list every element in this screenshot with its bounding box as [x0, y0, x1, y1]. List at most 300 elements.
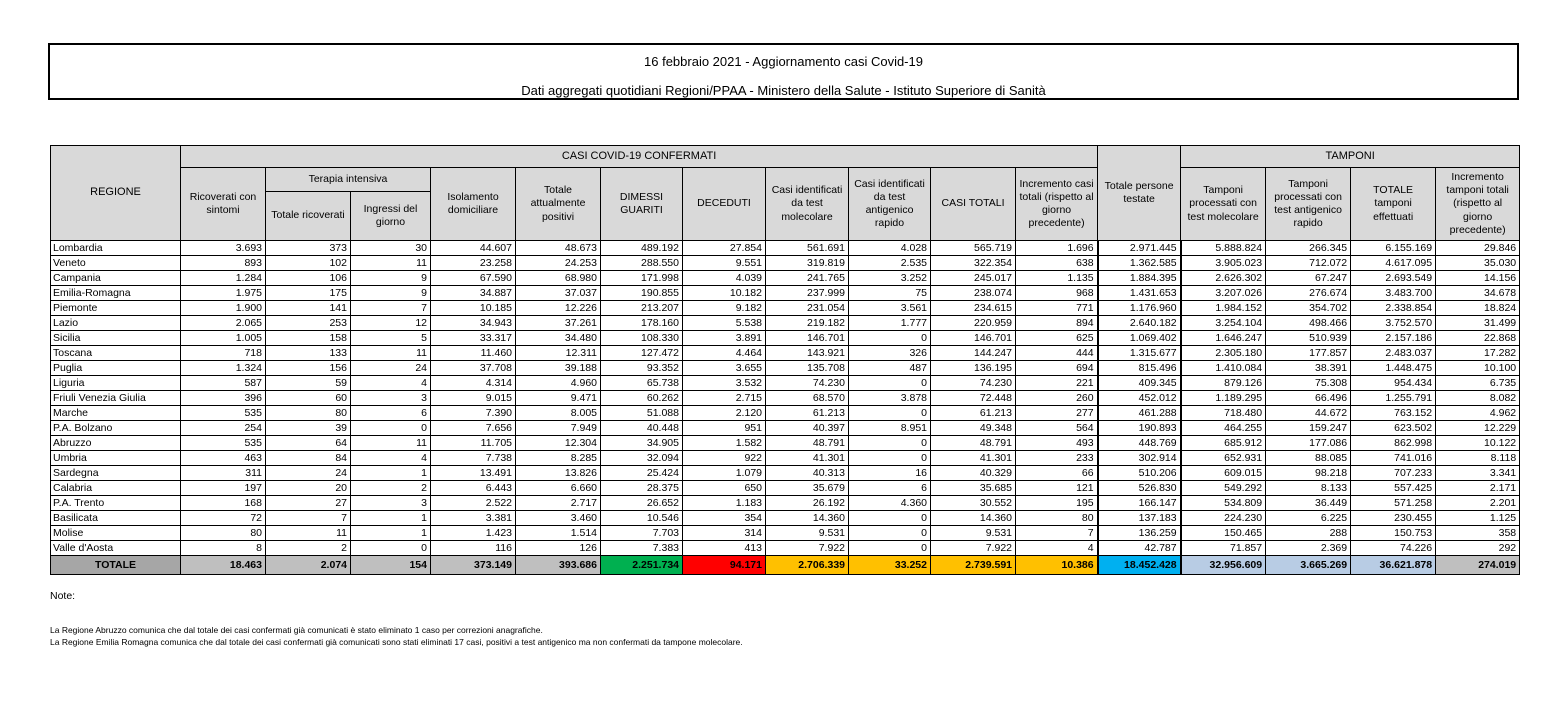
value-cell: 266.345: [1266, 241, 1351, 256]
value-cell: 8: [181, 541, 266, 556]
value-cell: 3.460: [516, 511, 601, 526]
value-cell: 7.922: [766, 541, 849, 556]
report-title-line2: Dati aggregati quotidiani Regioni/PPAA - Ministero della Salute - Istituto Superiore di Sanità: [521, 83, 1046, 98]
value-cell: 1.448.475: [1351, 361, 1436, 376]
table-row: [51, 376, 1520, 391]
value-cell: 4.464: [683, 346, 766, 361]
value-cell: 220.959: [931, 316, 1016, 331]
value-cell: 24: [351, 361, 431, 376]
value-cell: 1.884.395: [1098, 271, 1181, 286]
value-cell: 66: [1016, 466, 1098, 481]
value-cell: 1.183: [683, 496, 766, 511]
value-cell: 3.561: [849, 301, 931, 316]
value-cell: 40.329: [931, 466, 1016, 481]
value-cell: 534.809: [1181, 496, 1266, 511]
value-cell: 493: [1016, 436, 1098, 451]
table-row: [51, 361, 1520, 376]
value-cell: 650: [683, 481, 766, 496]
value-cell: 106: [266, 271, 351, 286]
value-cell: 288: [1266, 526, 1351, 541]
value-cell: 33.252: [849, 556, 931, 575]
value-cell: 25.424: [601, 466, 683, 481]
value-cell: 28.375: [601, 481, 683, 496]
value-cell: 6: [849, 481, 931, 496]
value-cell: 144.247: [931, 346, 1016, 361]
value-cell: 12.311: [516, 346, 601, 361]
value-cell: 2.640.182: [1098, 316, 1181, 331]
value-cell: 61.213: [931, 406, 1016, 421]
value-cell: 3.207.026: [1181, 286, 1266, 301]
value-cell: 288.550: [601, 256, 683, 271]
table-row: [51, 466, 1520, 481]
value-cell: 68.570: [766, 391, 849, 406]
value-cell: 37.261: [516, 316, 601, 331]
value-cell: 3.483.700: [1351, 286, 1436, 301]
header-casi-totali: CASI TOTALI: [931, 168, 1016, 241]
value-cell: 158: [266, 331, 351, 346]
value-cell: 260: [1016, 391, 1098, 406]
value-cell: 94.171: [683, 556, 766, 575]
value-cell: 3.252: [849, 271, 931, 286]
region-name: Molise: [51, 526, 181, 541]
value-cell: 175: [266, 286, 351, 301]
header-incremento-tamponi: Incremento tamponi totali (rispetto al giorno precedente): [1436, 168, 1520, 241]
value-cell: 3.752.570: [1351, 316, 1436, 331]
value-cell: 197: [181, 481, 266, 496]
value-cell: 815.496: [1098, 361, 1181, 376]
value-cell: 178.160: [601, 316, 683, 331]
value-cell: 7.922: [931, 541, 1016, 556]
value-cell: 98.218: [1266, 466, 1351, 481]
value-cell: 102: [266, 256, 351, 271]
value-cell: 10.122: [1436, 436, 1520, 451]
value-cell: 685.912: [1181, 436, 1266, 451]
value-cell: 231.054: [766, 301, 849, 316]
value-cell: 2.706.339: [766, 556, 849, 575]
value-cell: 3: [351, 496, 431, 511]
value-cell: 61.213: [766, 406, 849, 421]
region-name: P.A. Trento: [51, 496, 181, 511]
value-cell: 535: [181, 436, 266, 451]
value-cell: 3.532: [683, 376, 766, 391]
value-cell: 159.247: [1266, 421, 1351, 436]
value-cell: 623.502: [1351, 421, 1436, 436]
value-cell: 8.285: [516, 451, 601, 466]
value-cell: 0: [849, 451, 931, 466]
value-cell: 1.176.960: [1098, 301, 1181, 316]
value-cell: 413: [683, 541, 766, 556]
value-cell: 0: [849, 541, 931, 556]
value-cell: 276.674: [1266, 286, 1351, 301]
table-row: [51, 241, 1520, 256]
value-cell: 2.065: [181, 316, 266, 331]
value-cell: 3.254.104: [1181, 316, 1266, 331]
covid-data-table: [50, 145, 1520, 575]
value-cell: 136.195: [931, 361, 1016, 376]
value-cell: 319.819: [766, 256, 849, 271]
value-cell: 571.258: [1351, 496, 1436, 511]
value-cell: 7.656: [431, 421, 516, 436]
value-cell: 9.531: [766, 526, 849, 541]
value-cell: 6.660: [516, 481, 601, 496]
value-cell: 11.460: [431, 346, 516, 361]
value-cell: 464.255: [1181, 421, 1266, 436]
value-cell: 718: [181, 346, 266, 361]
value-cell: 190.855: [601, 286, 683, 301]
value-cell: 1.324: [181, 361, 266, 376]
header-casi-antigenico: Casi identificati da test antigenico rapido: [849, 168, 931, 241]
value-cell: 1: [351, 511, 431, 526]
value-cell: 2.483.037: [1351, 346, 1436, 361]
header-totale-ricoverati: Totale ricoverati: [266, 192, 351, 241]
table-row: [51, 406, 1520, 421]
value-cell: 565.719: [931, 241, 1016, 256]
value-cell: 51.088: [601, 406, 683, 421]
region-name: Calabria: [51, 481, 181, 496]
value-cell: 2.369: [1266, 541, 1351, 556]
value-cell: 37.708: [431, 361, 516, 376]
value-cell: 254: [181, 421, 266, 436]
value-cell: 3.665.269: [1266, 556, 1351, 575]
value-cell: 166.147: [1098, 496, 1181, 511]
value-cell: 0: [849, 436, 931, 451]
value-cell: 2.305.180: [1181, 346, 1266, 361]
value-cell: 3.381: [431, 511, 516, 526]
value-cell: 3.655: [683, 361, 766, 376]
value-cell: 448.769: [1098, 436, 1181, 451]
region-name: Emilia-Romagna: [51, 286, 181, 301]
value-cell: 11.705: [431, 436, 516, 451]
value-cell: 1.410.084: [1181, 361, 1266, 376]
value-cell: 10.100: [1436, 361, 1520, 376]
value-cell: 75.308: [1266, 376, 1351, 391]
value-cell: 1.079: [683, 466, 766, 481]
table-row: [51, 256, 1520, 271]
value-cell: 652.931: [1181, 451, 1266, 466]
value-cell: 2.074: [266, 556, 351, 575]
value-cell: 6.225: [1266, 511, 1351, 526]
value-cell: 8.133: [1266, 481, 1351, 496]
notes-title: Note:: [50, 590, 76, 602]
value-cell: 314: [683, 526, 766, 541]
value-cell: 219.182: [766, 316, 849, 331]
value-cell: 32.094: [601, 451, 683, 466]
value-cell: 74.230: [766, 376, 849, 391]
value-cell: 7: [351, 301, 431, 316]
value-cell: 1.125: [1436, 511, 1520, 526]
value-cell: 11: [351, 346, 431, 361]
value-cell: 49.348: [931, 421, 1016, 436]
value-cell: 396: [181, 391, 266, 406]
table-row: [51, 271, 1520, 286]
report-title-box: [48, 43, 1519, 100]
value-cell: 74.226: [1351, 541, 1436, 556]
value-cell: 4.028: [849, 241, 931, 256]
value-cell: 1.777: [849, 316, 931, 331]
value-cell: 4.617.095: [1351, 256, 1436, 271]
value-cell: 7: [266, 511, 351, 526]
value-cell: 146.701: [931, 331, 1016, 346]
value-cell: 4: [351, 451, 431, 466]
value-cell: 177.857: [1266, 346, 1351, 361]
header-tamponi-antigenico: Tamponi processati con test antigenico rapido: [1266, 168, 1351, 241]
value-cell: 136.259: [1098, 526, 1181, 541]
value-cell: 64: [266, 436, 351, 451]
value-cell: 224.230: [1181, 511, 1266, 526]
value-cell: 195: [1016, 496, 1098, 511]
value-cell: 4.360: [849, 496, 931, 511]
value-cell: 1.900: [181, 301, 266, 316]
region-name: Puglia: [51, 361, 181, 376]
value-cell: 2.626.302: [1181, 271, 1266, 286]
value-cell: 292: [1436, 541, 1520, 556]
value-cell: 9: [351, 271, 431, 286]
value-cell: 373: [266, 241, 351, 256]
table-row: [51, 286, 1520, 301]
value-cell: 894: [1016, 316, 1098, 331]
value-cell: 4.039: [683, 271, 766, 286]
value-cell: 2: [266, 541, 351, 556]
value-cell: 6.155.169: [1351, 241, 1436, 256]
value-cell: 34.887: [431, 286, 516, 301]
table-row: [51, 436, 1520, 451]
value-cell: 8.951: [849, 421, 931, 436]
value-cell: 510.206: [1098, 466, 1181, 481]
value-cell: 393.686: [516, 556, 601, 575]
value-cell: 233: [1016, 451, 1098, 466]
value-cell: 489.192: [601, 241, 683, 256]
value-cell: 10.185: [431, 301, 516, 316]
region-name: Liguria: [51, 376, 181, 391]
value-cell: 48.791: [931, 436, 1016, 451]
header-ricoverati: Ricoverati con sintomi: [181, 168, 266, 241]
value-cell: 557.425: [1351, 481, 1436, 496]
value-cell: 108.330: [601, 331, 683, 346]
value-cell: 71.857: [1181, 541, 1266, 556]
value-cell: 922: [683, 451, 766, 466]
value-cell: 1.646.247: [1181, 331, 1266, 346]
value-cell: 171.998: [601, 271, 683, 286]
value-cell: 526.830: [1098, 481, 1181, 496]
value-cell: 4.960: [516, 376, 601, 391]
value-cell: 126: [516, 541, 601, 556]
value-cell: 1.135: [1016, 271, 1098, 286]
value-cell: 2.522: [431, 496, 516, 511]
value-cell: 38.391: [1266, 361, 1351, 376]
header-isolamento: Isolamento domiciliare: [431, 168, 516, 241]
value-cell: 510.939: [1266, 331, 1351, 346]
value-cell: 741.016: [1351, 451, 1436, 466]
value-cell: 34.678: [1436, 286, 1520, 301]
value-cell: 5.538: [683, 316, 766, 331]
header-tamponi-molecolare: Tamponi processati con test molecolare: [1181, 168, 1266, 241]
value-cell: 893: [181, 256, 266, 271]
region-name: Lazio: [51, 316, 181, 331]
value-cell: 26.192: [766, 496, 849, 511]
value-cell: 27.854: [683, 241, 766, 256]
total-row: [51, 556, 1520, 575]
value-cell: 10.546: [601, 511, 683, 526]
value-cell: 31.499: [1436, 316, 1520, 331]
value-cell: 13.491: [431, 466, 516, 481]
note-line-abruzzo: La Regione Abruzzo comunica che dal totale dei casi confermati già comunicati è stato eliminato 1 caso per correzioni anagrafiche.: [50, 625, 543, 635]
header-group-tamponi: TAMPONI: [1181, 146, 1520, 168]
value-cell: 951: [683, 421, 766, 436]
value-cell: 93.352: [601, 361, 683, 376]
value-cell: 4.962: [1436, 406, 1520, 421]
table-row: [51, 511, 1520, 526]
value-cell: 245.017: [931, 271, 1016, 286]
value-cell: 712.072: [1266, 256, 1351, 271]
value-cell: 5: [351, 331, 431, 346]
value-cell: 154: [351, 556, 431, 575]
value-cell: 42.787: [1098, 541, 1181, 556]
notes-section: [50, 590, 743, 649]
value-cell: 2.693.549: [1351, 271, 1436, 286]
value-cell: 133: [266, 346, 351, 361]
value-cell: 9.471: [516, 391, 601, 406]
value-cell: 48.673: [516, 241, 601, 256]
value-cell: 190.893: [1098, 421, 1181, 436]
header-deceduti: DECEDUTI: [683, 168, 766, 241]
value-cell: 9.182: [683, 301, 766, 316]
value-cell: 30: [351, 241, 431, 256]
value-cell: 3.341: [1436, 466, 1520, 481]
value-cell: 498.466: [1266, 316, 1351, 331]
value-cell: 2.157.186: [1351, 331, 1436, 346]
header-persone-testate: Totale persone testate: [1098, 146, 1181, 241]
table-row: [51, 541, 1520, 556]
value-cell: 8.118: [1436, 451, 1520, 466]
table-row: [51, 391, 1520, 406]
value-cell: 11: [351, 256, 431, 271]
value-cell: 694: [1016, 361, 1098, 376]
value-cell: 72.448: [931, 391, 1016, 406]
value-cell: 88.085: [1266, 451, 1351, 466]
value-cell: 72: [181, 511, 266, 526]
value-cell: 80: [266, 406, 351, 421]
value-cell: 587: [181, 376, 266, 391]
value-cell: 954.434: [1351, 376, 1436, 391]
value-cell: 9.551: [683, 256, 766, 271]
value-cell: 358: [1436, 526, 1520, 541]
table-row: [51, 496, 1520, 511]
value-cell: 6: [351, 406, 431, 421]
value-cell: 7.949: [516, 421, 601, 436]
value-cell: 237.999: [766, 286, 849, 301]
region-name: Lombardia: [51, 241, 181, 256]
value-cell: 60.262: [601, 391, 683, 406]
value-cell: 150.465: [1181, 526, 1266, 541]
value-cell: 771: [1016, 301, 1098, 316]
value-cell: 24: [266, 466, 351, 481]
value-cell: 67.590: [431, 271, 516, 286]
value-cell: 1.255.791: [1351, 391, 1436, 406]
value-cell: 24.253: [516, 256, 601, 271]
value-cell: 35.679: [766, 481, 849, 496]
value-cell: 0: [849, 526, 931, 541]
region-name: Basilicata: [51, 511, 181, 526]
value-cell: 444: [1016, 346, 1098, 361]
value-cell: 3.905.023: [1181, 256, 1266, 271]
value-cell: 7.383: [601, 541, 683, 556]
value-cell: 36.621.878: [1351, 556, 1436, 575]
value-cell: 8.082: [1436, 391, 1520, 406]
value-cell: 0: [849, 331, 931, 346]
table-row: [51, 451, 1520, 466]
value-cell: 146.701: [766, 331, 849, 346]
value-cell: 116: [431, 541, 516, 556]
value-cell: 3.891: [683, 331, 766, 346]
value-cell: 30.552: [931, 496, 1016, 511]
value-cell: 11: [351, 436, 431, 451]
value-cell: 7: [1016, 526, 1098, 541]
value-cell: 862.998: [1351, 436, 1436, 451]
table-row: [51, 331, 1520, 346]
value-cell: 40.448: [601, 421, 683, 436]
value-cell: 33.317: [431, 331, 516, 346]
value-cell: 1.069.402: [1098, 331, 1181, 346]
value-cell: 16: [849, 466, 931, 481]
value-cell: 22.868: [1436, 331, 1520, 346]
header-terapia-intensiva: Terapia intensiva: [266, 168, 431, 192]
value-cell: 27: [266, 496, 351, 511]
value-cell: 39: [266, 421, 351, 436]
value-cell: 10.182: [683, 286, 766, 301]
value-cell: 156: [266, 361, 351, 376]
region-name: Piemonte: [51, 301, 181, 316]
value-cell: 6.443: [431, 481, 516, 496]
value-cell: 638: [1016, 256, 1098, 271]
value-cell: 274.019: [1436, 556, 1520, 575]
value-cell: 561.691: [766, 241, 849, 256]
value-cell: 302.914: [1098, 451, 1181, 466]
value-cell: 34.905: [601, 436, 683, 451]
header-dimessi-guariti: DIMESSI GUARITI: [601, 168, 683, 241]
value-cell: 20: [266, 481, 351, 496]
value-cell: 1.189.295: [1181, 391, 1266, 406]
header-attualmente-positivi: Totale attualmente positivi: [516, 168, 601, 241]
value-cell: 34.480: [516, 331, 601, 346]
value-cell: 29.846: [1436, 241, 1520, 256]
value-cell: 26.652: [601, 496, 683, 511]
value-cell: 221: [1016, 376, 1098, 391]
value-cell: 2.338.854: [1351, 301, 1436, 316]
value-cell: 74.230: [931, 376, 1016, 391]
region-name: Campania: [51, 271, 181, 286]
value-cell: 80: [1016, 511, 1098, 526]
value-cell: 9.015: [431, 391, 516, 406]
region-name: Sardegna: [51, 466, 181, 481]
value-cell: 487: [849, 361, 931, 376]
value-cell: 461.288: [1098, 406, 1181, 421]
header-regione: REGIONE: [51, 146, 181, 241]
value-cell: 34.943: [431, 316, 516, 331]
value-cell: 0: [849, 406, 931, 421]
value-cell: 11: [266, 526, 351, 541]
table-row: [51, 316, 1520, 331]
header-ingressi-giorno: Ingressi del giorno: [351, 192, 431, 241]
value-cell: 150.753: [1351, 526, 1436, 541]
value-cell: 14.360: [766, 511, 849, 526]
value-cell: 67.247: [1266, 271, 1351, 286]
value-cell: 1.975: [181, 286, 266, 301]
table-row: [51, 421, 1520, 436]
value-cell: 7.738: [431, 451, 516, 466]
value-cell: 18.463: [181, 556, 266, 575]
header-totale-tamponi: TOTALE tamponi effettuati: [1351, 168, 1436, 241]
value-cell: 4.314: [431, 376, 516, 391]
